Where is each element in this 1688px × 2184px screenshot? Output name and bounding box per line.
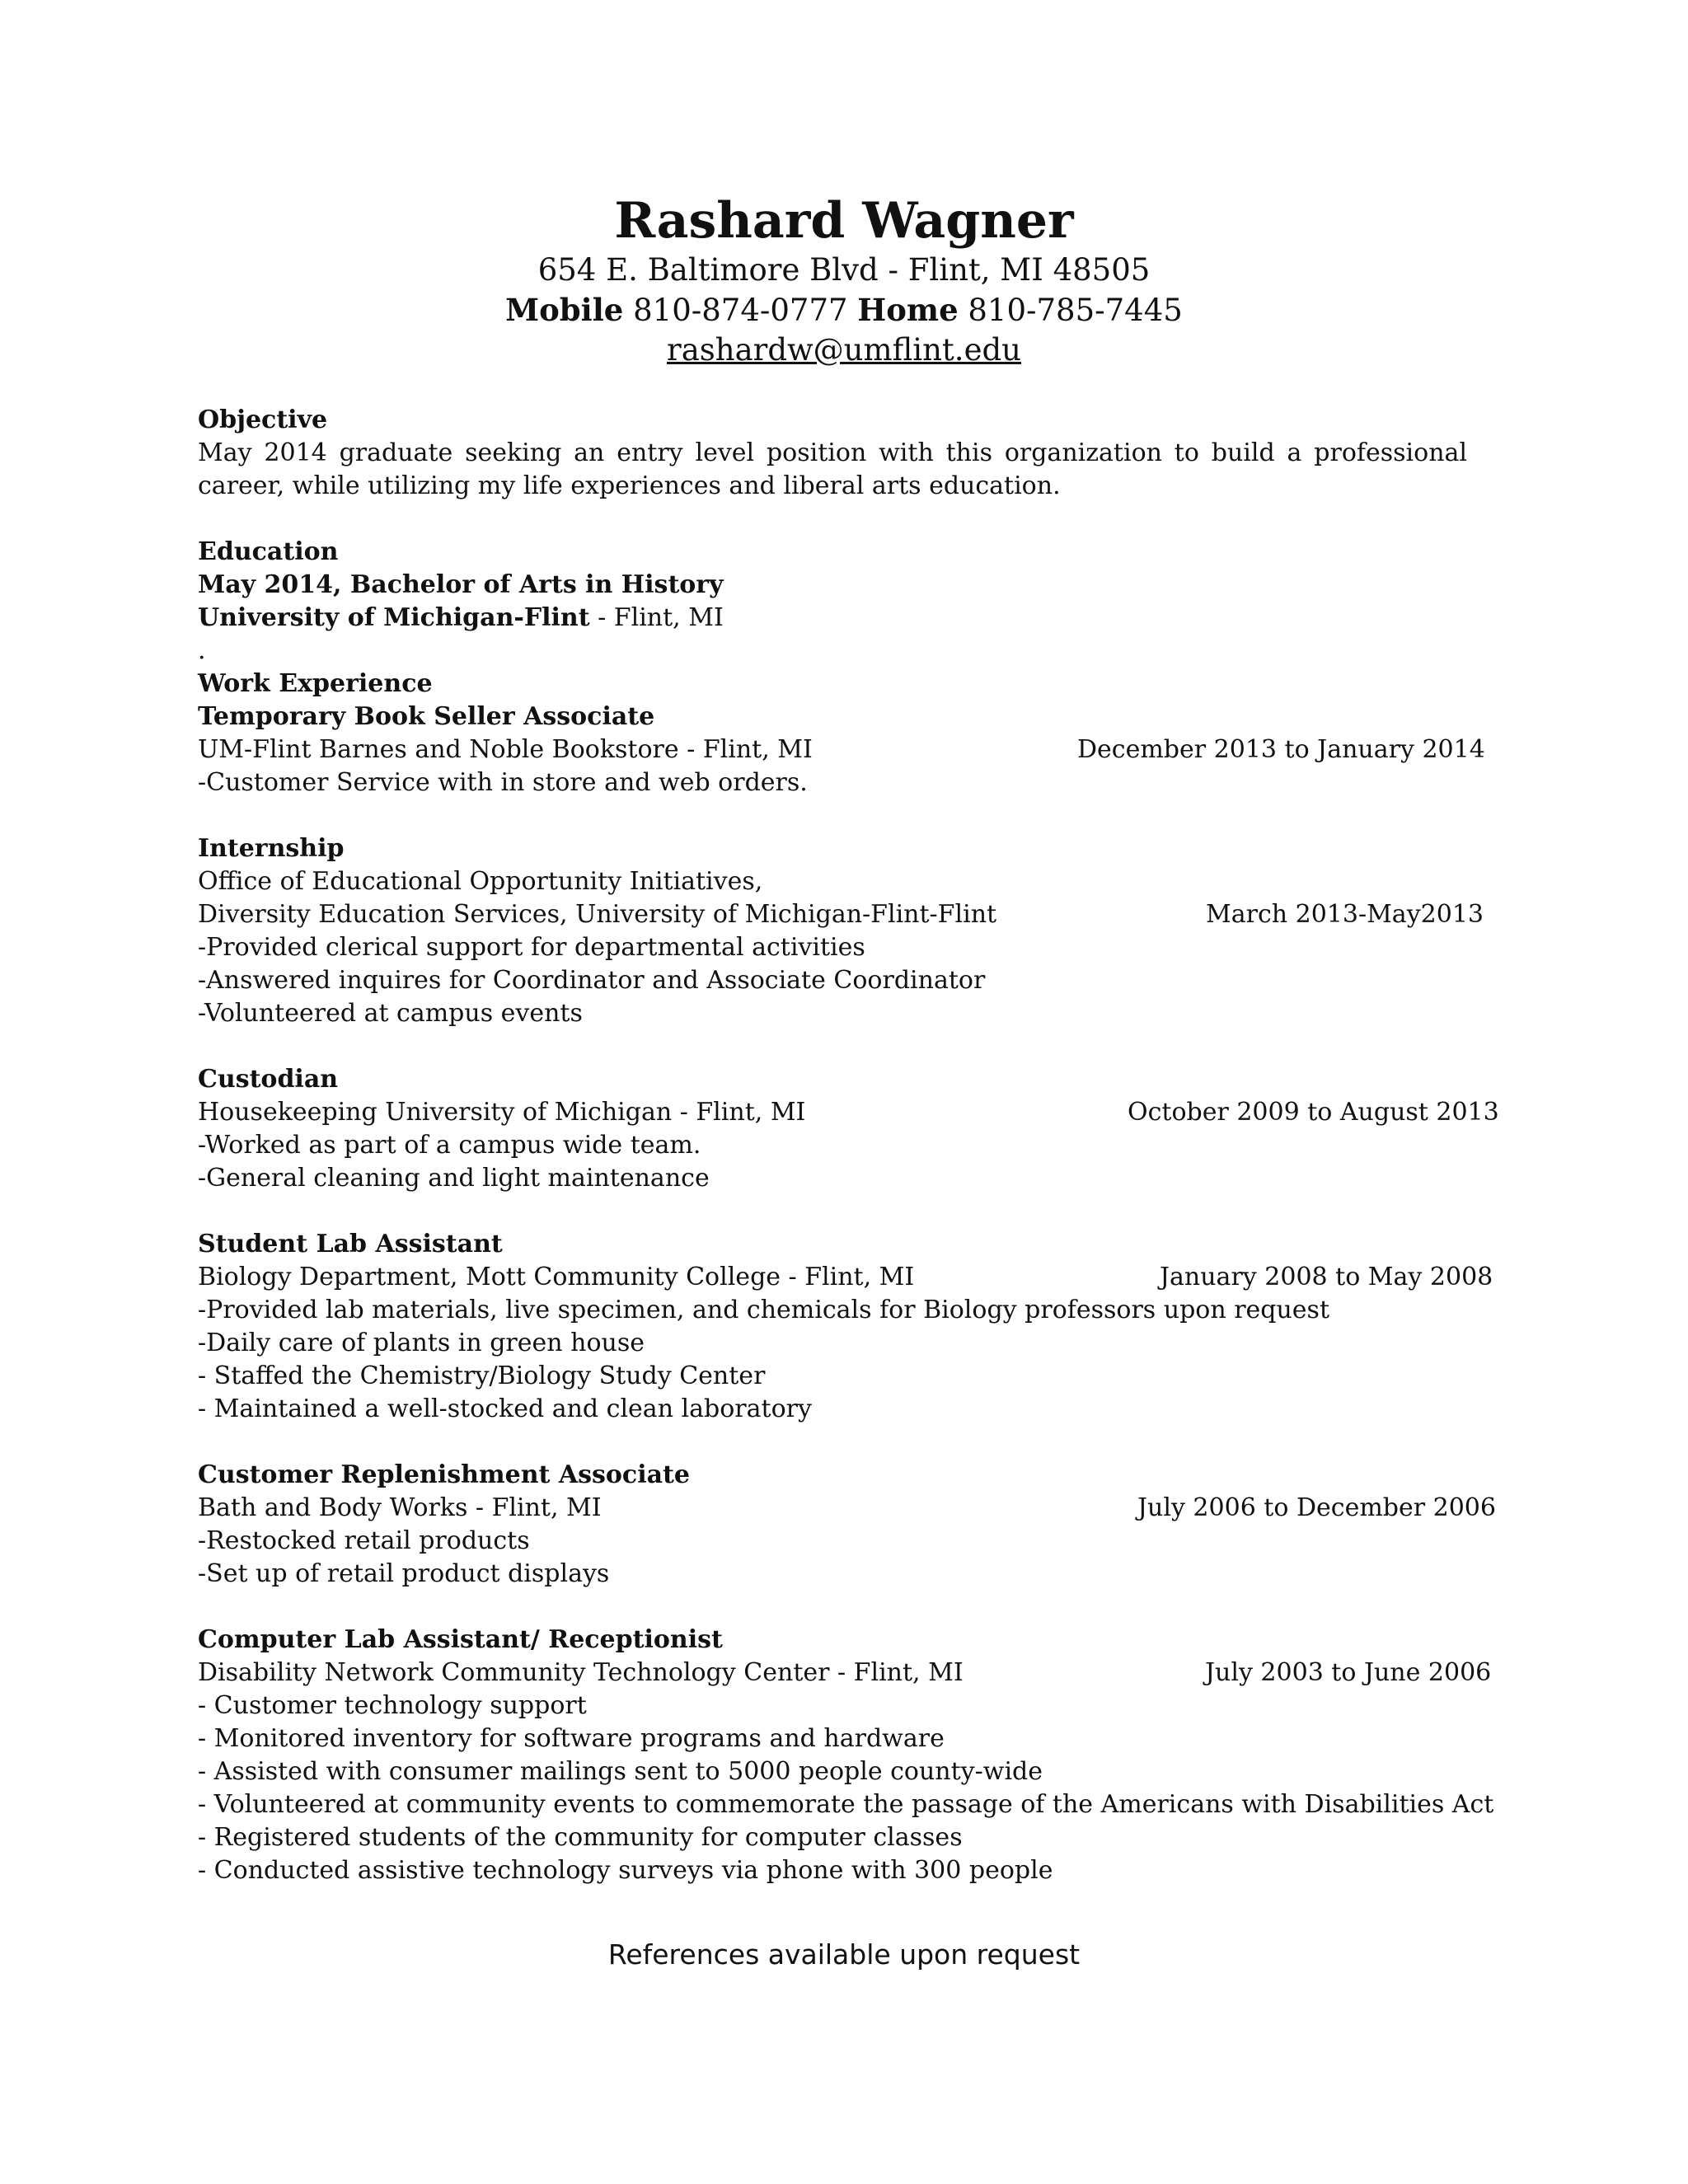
job-bullet: -Set up of retail product displays [198, 1559, 610, 1588]
job-org-line [198, 1096, 1499, 1129]
mobile-label: Mobile [505, 292, 624, 328]
resume-body [198, 404, 1499, 1887]
job-title: Temporary Book Seller Associate [198, 702, 655, 731]
job-bullet: -Volunteered at campus events [198, 999, 583, 1028]
job-org: Housekeeping University of Michigan - Flint, MI [198, 1098, 806, 1127]
job-bullet: -Worked as part of a campus wide team. [198, 1131, 701, 1160]
job-dates: January 2008 to May 2008 [1160, 1263, 1493, 1291]
job-org-line [198, 1657, 1492, 1690]
job-bullet: -Daily care of plants in green house [198, 1329, 645, 1357]
job-bullet: -Provided clerical support for departmental activities [198, 933, 865, 962]
mobile-number: 810-874-0777 [633, 293, 848, 328]
job-title: Computer Lab Assistant/ Receptionist [198, 1625, 723, 1654]
job-bullet: - Conducted assistive technology surveys via phone with 300 people [198, 1856, 1053, 1885]
job-bullet: -Answered inquires for Coordinator and Associate Coordinator [198, 966, 986, 995]
job-bullet: -Provided lab materials, live specimen, and chemicals for Biology professors upon request [198, 1296, 1330, 1324]
objective-text: May 2014 graduate seeking an entry level position with this organization to build a professional career, while utilizing my life experiences and liberal arts education. [198, 438, 1467, 500]
home-label: Home [857, 292, 959, 328]
job-bullet: - Volunteered at community events to commemorate the passage of the Americans with Disabilities Act [198, 1790, 1494, 1819]
job-bullet: - Assisted with consumer mailings sent to 5000 people county-wide [198, 1757, 1043, 1786]
job-title: Student Lab Assistant [198, 1230, 503, 1258]
job-bullet: - Staffed the Chemistry/Biology Study Center [198, 1361, 766, 1390]
education-location: - Flint, MI [589, 603, 724, 632]
job-org-line [198, 1492, 1496, 1525]
address: 654 E. Baltimore Blvd - Flint, MI 48505 [537, 252, 1151, 288]
job-title: Internship [198, 834, 345, 863]
email-link[interactable]: rashardw@umflint.edu [667, 332, 1021, 368]
job-org: Bath and Body Works - Flint, MI [198, 1493, 602, 1522]
resume-header [0, 191, 1688, 370]
job-org: Diversity Education Services, University of Michigan-Flint-Flint [198, 900, 997, 929]
education-dot: . [198, 636, 206, 665]
job-bullet: -Restocked retail products [198, 1526, 530, 1555]
job-org: Disability Network Community Technology Center - Flint, MI [198, 1658, 964, 1687]
job-dates: July 2006 to December 2006 [1137, 1493, 1496, 1522]
candidate-name: Rashard Wagner [614, 192, 1074, 250]
phone-line [0, 290, 1688, 330]
education-degree: May 2014, Bachelor of Arts in History [198, 570, 724, 599]
education-heading: Education [198, 537, 339, 566]
job-title: Customer Replenishment Associate [198, 1460, 690, 1489]
job-title: Custodian [198, 1065, 339, 1094]
education-school-line [198, 602, 1467, 635]
references-note: References available upon request [607, 1938, 1081, 1971]
job-bullet: -General cleaning and light maintenance [198, 1164, 710, 1193]
education-school: University of Michigan-Flint [198, 603, 590, 632]
job-dates: October 2009 to August 2013 [1128, 1098, 1499, 1127]
home-number: 810-785-7445 [968, 293, 1183, 328]
job-bullet: - Registered students of the community for computer classes [198, 1823, 963, 1852]
job-org-line [198, 733, 1485, 766]
job-bullet: -Customer Service with in store and web orders. [198, 768, 808, 797]
job-org: Biology Department, Mott Community College - Flint, MI [198, 1263, 915, 1291]
job-bullet: - Monitored inventory for software programs and hardware [198, 1724, 945, 1753]
job-bullet: - Maintained a well-stocked and clean laboratory [198, 1394, 812, 1423]
job-dates: December 2013 to January 2014 [1077, 735, 1485, 764]
work-heading: Work Experience [198, 669, 433, 698]
job-org-line-1: Office of Educational Opportunity Initiatives, [198, 867, 763, 896]
objective-heading: Objective [198, 405, 328, 434]
job-org-line [198, 898, 1484, 931]
job-org: UM-Flint Barnes and Noble Bookstore - Flint, MI [198, 735, 813, 764]
job-dates: July 2003 to June 2006 [1205, 1658, 1492, 1687]
job-dates: March 2013-May2013 [1206, 900, 1484, 929]
job-org-line [198, 1261, 1493, 1294]
job-bullet: - Customer technology support [198, 1691, 587, 1720]
